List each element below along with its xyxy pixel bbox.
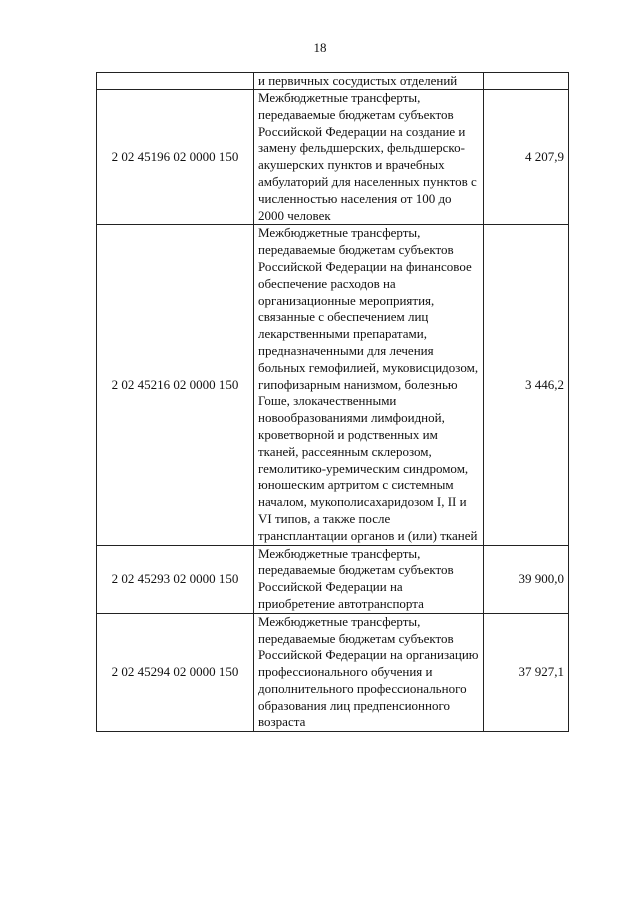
amount-cell: 37 927,1	[484, 613, 569, 732]
amount-cell: 3 446,2	[484, 225, 569, 545]
table-row	[97, 225, 569, 545]
amount-cell	[484, 73, 569, 90]
amount-cell: 4 207,9	[484, 90, 569, 225]
description-cell: и первичных сосудистых отделений	[254, 73, 484, 90]
budget-code-cell: 2 02 45196 02 0000 150	[97, 90, 254, 225]
budget-code-cell: 2 02 45293 02 0000 150	[97, 545, 254, 613]
description-cell: Межбюджетные трансферты, передаваемые бюджетам субъектов Российской Федерации на создание и замену фельдшерских, фельдшерско-акушерских пунктов и врачебных амбулаторий для населенных пунктов с численностью населения от 100 до 2000 человек	[254, 90, 484, 225]
description-cell: Межбюджетные трансферты, передаваемые бюджетам субъектов Российской Федерации на организацию профессионального обучения и дополнительного профессионального образования лиц предпенсионного возраста	[254, 613, 484, 732]
table-row	[97, 613, 569, 732]
table-row	[97, 545, 569, 613]
budget-code-cell	[97, 73, 254, 90]
table-row	[97, 90, 569, 225]
amount-cell: 39 900,0	[484, 545, 569, 613]
page-number: 18	[313, 40, 327, 55]
budget-code-cell: 2 02 45216 02 0000 150	[97, 225, 254, 545]
description-cell: Межбюджетные трансферты, передаваемые бюджетам субъектов Российской Федерации на приобретение автотранспорта	[254, 545, 484, 613]
budget-code-cell: 2 02 45294 02 0000 150	[97, 613, 254, 732]
description-cell: Межбюджетные трансферты, передаваемые бюджетам субъектов Российской Федерации на финансовое обеспечение расходов на организационные мероприятия, связанные с обеспечением лиц лекарственными препаратами, предназначенными для лечения больных гемофилией, муковисцидозом, гипофизарным нанизмом, болезнью Гоше, злокачественными новообразованиями лимфоидной, кроветворной и родственных им тканей, рассеянным склерозом, гемолитико-уремическим синдромом, юношеским артритом с системным началом, мукополисахаридозом I, II и VI типов, а также после трансплантации органов и (или) тканей	[254, 225, 484, 545]
budget-table	[96, 72, 569, 732]
table-row	[97, 73, 569, 90]
